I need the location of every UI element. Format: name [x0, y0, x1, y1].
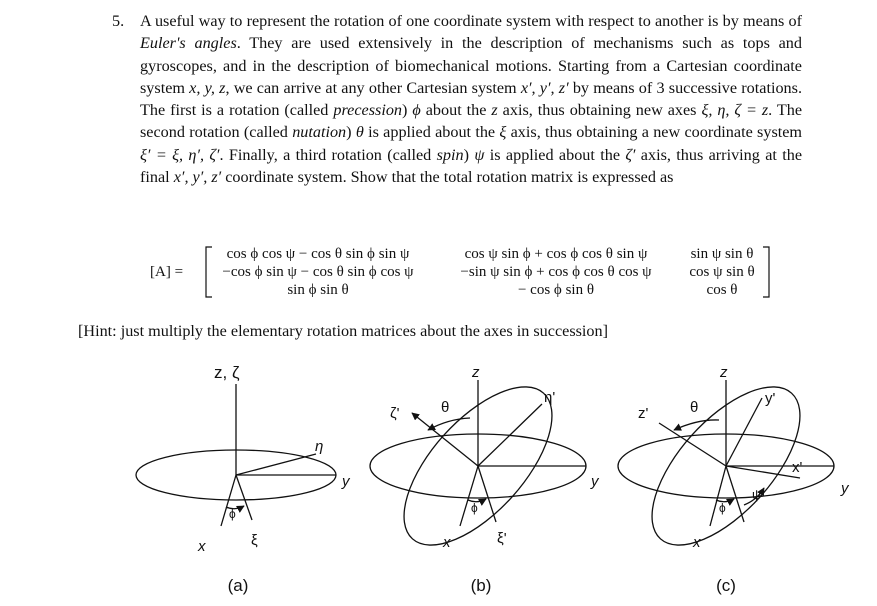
label-x: x: [443, 534, 451, 551]
x-prime-axis: [726, 466, 800, 478]
label-x-prime: x': [792, 459, 803, 476]
matrix-cell: −cos ϕ sin ψ − cos θ sin ϕ cos ψ: [222, 264, 414, 280]
matrix-cell: sin ψ sin θ: [690, 246, 754, 262]
problem-number: 5.: [112, 12, 125, 30]
label-z: z: [472, 364, 480, 381]
label-y-prime: y': [765, 390, 776, 407]
matrix-cell: cos ψ sin θ: [689, 264, 755, 280]
xi-axis: [236, 475, 252, 520]
label-eta: η: [315, 438, 324, 455]
x-axis: [710, 466, 726, 526]
matrix-cell: sin ϕ sin θ: [287, 282, 349, 298]
caption-b: (b): [470, 576, 492, 595]
label-zeta-prime: ζ': [390, 405, 400, 422]
x-axis: [460, 466, 478, 526]
matrix-cell: cos ϕ cos ψ − cos θ sin ϕ sin ψ: [226, 246, 410, 262]
label-x: x: [693, 534, 701, 551]
label-phi: ϕ: [471, 501, 478, 515]
eta-prime-axis: [478, 404, 542, 466]
left-bracket: [206, 247, 212, 297]
label-theta: θ: [441, 399, 450, 416]
matrix-cell: cos θ: [706, 282, 738, 298]
label-y: y: [342, 473, 350, 490]
right-bracket: [763, 247, 769, 297]
label-x: x: [198, 538, 206, 555]
matrix-cell: cos ψ sin ϕ + cos ϕ cos θ sin ψ: [464, 246, 648, 262]
theta-arc: [674, 420, 719, 430]
label-xi-prime: ξ': [497, 530, 507, 547]
rotation-matrix: [150, 243, 780, 301]
label-z-zeta: z, ζ: [214, 363, 240, 382]
caption-c: (c): [716, 576, 736, 595]
problem-text: A useful way to represent the rotation of one coordinate system with respect to another is by means of Euler's angles. They are used extensively in the description of mechanisms such as tops and gyroscopes, and in the description of biomechanical motions. Starting from a Cartesian coordinate system x, y, z, we can arrive at any other Cartesian system x′, y′, z′ by means of 3 successive rotations. The first is a rotation (called precession) ϕ about the z axis, thus obtaining new axes ξ, η, ζ = z. The second rotation (called nutation) θ is applied about the ξ axis, thus obtaining a new coordinate system ξ′ = ξ, η′, ζ′. Finally, a third rotation (called spin) ψ is applied about the ζ′ axis, thus arriving at the final x′, y′, z′ coordinate system. Show that the total rotation matrix is expressed as: [140, 12, 803, 187]
label-y: y: [841, 480, 849, 497]
y-prime-axis: [726, 398, 762, 466]
label-z: z: [720, 364, 728, 381]
eta-axis: [236, 454, 316, 475]
label-eta-prime: η': [544, 389, 556, 406]
label-phi: ϕ: [229, 507, 236, 521]
label-psi: ψ: [752, 487, 762, 502]
theta-arc: [428, 418, 470, 430]
problem-statement: [112, 10, 802, 188]
label-xi: ξ: [251, 532, 258, 549]
label-theta: θ: [690, 399, 699, 416]
hint-text: [Hint: just multiply the elementary rotation matrices about the axes in succession]: [78, 322, 609, 340]
z-prime-axis: [659, 423, 726, 466]
label-phi: ϕ: [719, 501, 726, 515]
matrix-lhs: [A] =: [150, 264, 184, 280]
figure-a: [136, 384, 336, 526]
matrix-cell: − cos ϕ sin θ: [517, 282, 595, 298]
zeta-prime-axis: [412, 413, 478, 466]
xi-prime-axis: [478, 466, 496, 522]
caption-a: (a): [227, 576, 249, 595]
label-z-prime: z': [638, 405, 649, 422]
matrix-cell: −sin ψ sin ϕ + cos ϕ cos θ cos ψ: [460, 264, 652, 280]
euler-angle-figures: [0, 350, 877, 606]
node-line: [726, 466, 744, 522]
label-y: y: [591, 473, 599, 490]
